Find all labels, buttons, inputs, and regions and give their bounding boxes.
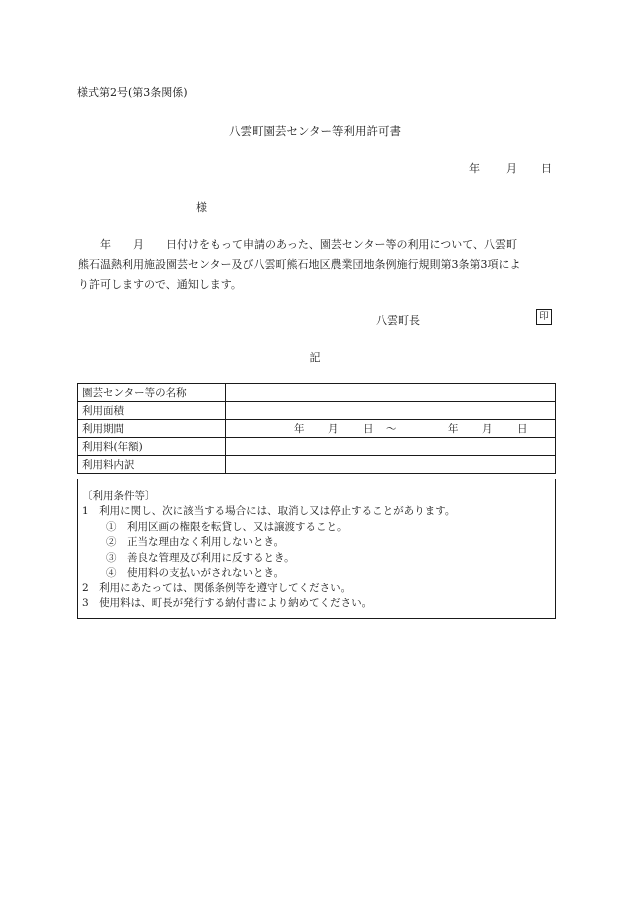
- row-value-fee-breakdown[interactable]: [226, 456, 556, 474]
- table-row: [78, 402, 556, 420]
- condition-item-1: 1 利用に関し、次に該当する場合には、取消し又は停止することがあります。: [82, 505, 456, 517]
- table-row: [78, 420, 556, 438]
- conditions-box: [77, 479, 556, 619]
- condition-sub-4: ④ 使用料の支払いがされないとき。: [106, 567, 285, 579]
- ki-heading: 記: [309, 351, 321, 364]
- period-tilde: ～: [386, 423, 397, 435]
- condition-sub-3: ③ 善良な管理及び利用に反するとき。: [106, 552, 295, 564]
- period-month-start: 月: [328, 423, 339, 435]
- row-label-period: 利用期間: [78, 420, 226, 438]
- body-text: [78, 235, 556, 295]
- document-title: 八雲町園芸センター等利用許可書: [228, 124, 402, 138]
- table-row: [78, 384, 556, 402]
- row-value-period[interactable]: [226, 420, 556, 438]
- table-row: [78, 456, 556, 474]
- row-value-facility-name[interactable]: [226, 384, 556, 402]
- period-day-start: 日: [363, 423, 374, 435]
- body-line-3: り許可しますので、通知します。: [78, 278, 242, 291]
- body-line-1: 年 月 日付けをもって申請のあった、園芸センター等の利用について、八雲町: [100, 238, 518, 251]
- period-day-end: 日: [517, 423, 528, 435]
- form-number: 様式第2号(第3条関係): [77, 86, 188, 99]
- seal-mark: 印: [536, 309, 552, 325]
- row-value-area[interactable]: [226, 402, 556, 420]
- table-row: [78, 438, 556, 456]
- issue-date-day: 日: [541, 162, 552, 175]
- row-label-facility-name: 園芸センター等の名称: [78, 384, 226, 402]
- row-label-area: 利用面積: [78, 402, 226, 420]
- row-value-fee[interactable]: [226, 438, 556, 456]
- details-table: [77, 383, 556, 474]
- row-label-fee: 利用料(年額): [78, 438, 226, 456]
- period-year-start: 年: [294, 423, 305, 435]
- condition-item-3: 3 使用料は、町長が発行する納付書により納めてください。: [82, 597, 373, 609]
- row-label-fee-breakdown: 利用料内訳: [78, 456, 226, 474]
- issue-date-year: 年: [469, 162, 480, 175]
- period-year-end: 年: [448, 423, 459, 435]
- issue-date-month: 月: [506, 162, 517, 175]
- condition-sub-1: ① 利用区画の権限を転貸し、又は譲渡すること。: [106, 521, 348, 533]
- addressee-suffix: 様: [196, 201, 207, 214]
- condition-sub-2: ② 正当な理由なく利用しないとき。: [106, 536, 285, 548]
- conditions-heading: 〔利用条件等〕: [82, 490, 156, 502]
- period-month-end: 月: [482, 423, 493, 435]
- issuer: 八雲町長: [376, 314, 420, 327]
- body-line-2: 熊石温熱利用施設園芸センター及び八雲町熊石地区農業団地条例施行規則第3条第3項によ: [78, 258, 521, 271]
- condition-item-2: 2 利用にあたっては、関係条例等を遵守してください。: [82, 582, 352, 594]
